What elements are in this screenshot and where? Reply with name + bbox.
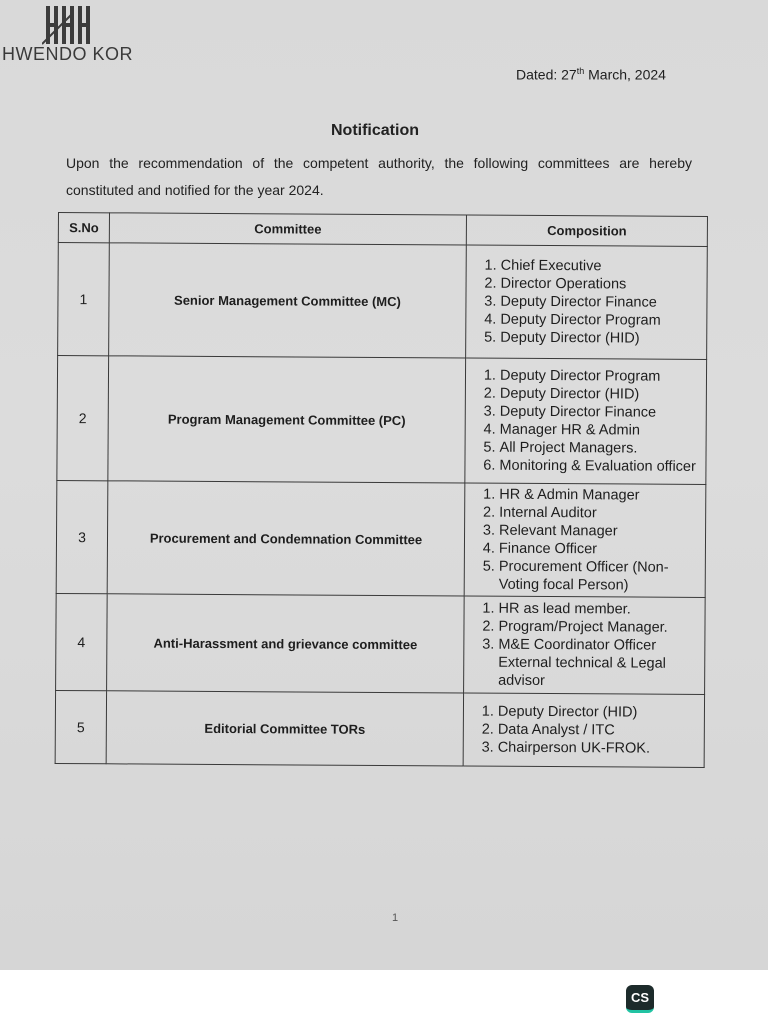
row-committee: Procurement and Condemnation Committee — [107, 481, 465, 596]
member-item: 2. Internal Auditor — [499, 504, 701, 523]
camscanner-icon: CS — [626, 985, 654, 1013]
member-item: 5. All Project Managers. — [500, 439, 702, 458]
member-item: 4. Deputy Director Program — [500, 311, 702, 330]
member-item: 1. HR & Admin Manager — [499, 486, 701, 505]
header-composition: Composition — [466, 215, 707, 246]
member-item: 2. Data Analyst / ITC — [498, 721, 700, 740]
row-composition — [465, 358, 707, 484]
row-sno: 2 — [57, 356, 109, 481]
row-sno: 1 — [58, 243, 110, 356]
intro-paragraph: Upon the recommendation of the competent authority, the following committees are hereby constituted and notified for the year 2024. — [66, 155, 692, 198]
document-date — [516, 66, 666, 83]
table-row — [56, 593, 706, 694]
date-suffix: th — [576, 66, 585, 76]
member-item: 5. Procurement Officer (Non-Voting focal Person) — [499, 558, 701, 595]
row-sno: 4 — [56, 593, 108, 690]
header-committee: Committee — [109, 213, 466, 245]
member-item: 3. M&E Coordinator Officer External technical & Legal advisor — [498, 636, 700, 691]
table-row — [58, 243, 708, 360]
row-committee: Editorial Committee TORs — [106, 691, 463, 766]
member-item: 1. Deputy Director Program — [500, 367, 702, 386]
table-header-row — [58, 213, 707, 247]
row-composition — [464, 483, 706, 597]
logo-mark-icon — [42, 4, 96, 46]
organization-logo — [2, 2, 152, 72]
member-item: 2. Director Operations — [501, 275, 703, 294]
date-month-year: March, 2024 — [584, 66, 666, 83]
header-sno: S.No — [58, 213, 109, 243]
member-item: 2. Program/Project Manager. — [498, 618, 700, 637]
member-item: 2. Deputy Director (HID) — [500, 385, 702, 404]
table-row — [57, 356, 707, 485]
member-item: 1. Deputy Director (HID) — [498, 703, 700, 722]
row-committee: Program Management Committee (PC) — [108, 356, 466, 483]
logo-text: HWENDO KOR — [2, 44, 133, 64]
row-sno: 3 — [56, 480, 108, 593]
member-item: 3. Chairperson UK-FROK. — [498, 739, 700, 758]
row-composition — [463, 693, 704, 767]
date-day: Dated: 27 — [516, 66, 577, 83]
row-committee: Senior Management Committee (MC) — [109, 243, 467, 358]
member-item: 5. Deputy Director (HID) — [500, 329, 702, 348]
row-committee: Anti-Harassment and grievance committee — [107, 594, 465, 693]
member-item: 4. Finance Officer — [499, 540, 701, 559]
page-title: Notification — [331, 122, 419, 139]
table-row — [55, 690, 704, 767]
member-item: 6. Monitoring & Evaluation officer — [499, 457, 701, 476]
member-item: 4. Manager HR & Admin — [500, 421, 702, 440]
member-item: 3. Deputy Director Finance — [500, 403, 702, 422]
member-item: 1. HR as lead member. — [499, 600, 701, 619]
row-sno: 5 — [55, 690, 106, 763]
member-item: 3. Deputy Director Finance — [500, 293, 702, 312]
row-composition — [466, 245, 708, 359]
page-number: 1 — [392, 912, 399, 924]
member-item: 3. Relevant Manager — [499, 522, 701, 541]
table-row — [56, 480, 706, 597]
member-item: 1. Chief Executive — [501, 257, 703, 276]
committees-table — [55, 212, 708, 768]
row-composition — [464, 596, 706, 694]
